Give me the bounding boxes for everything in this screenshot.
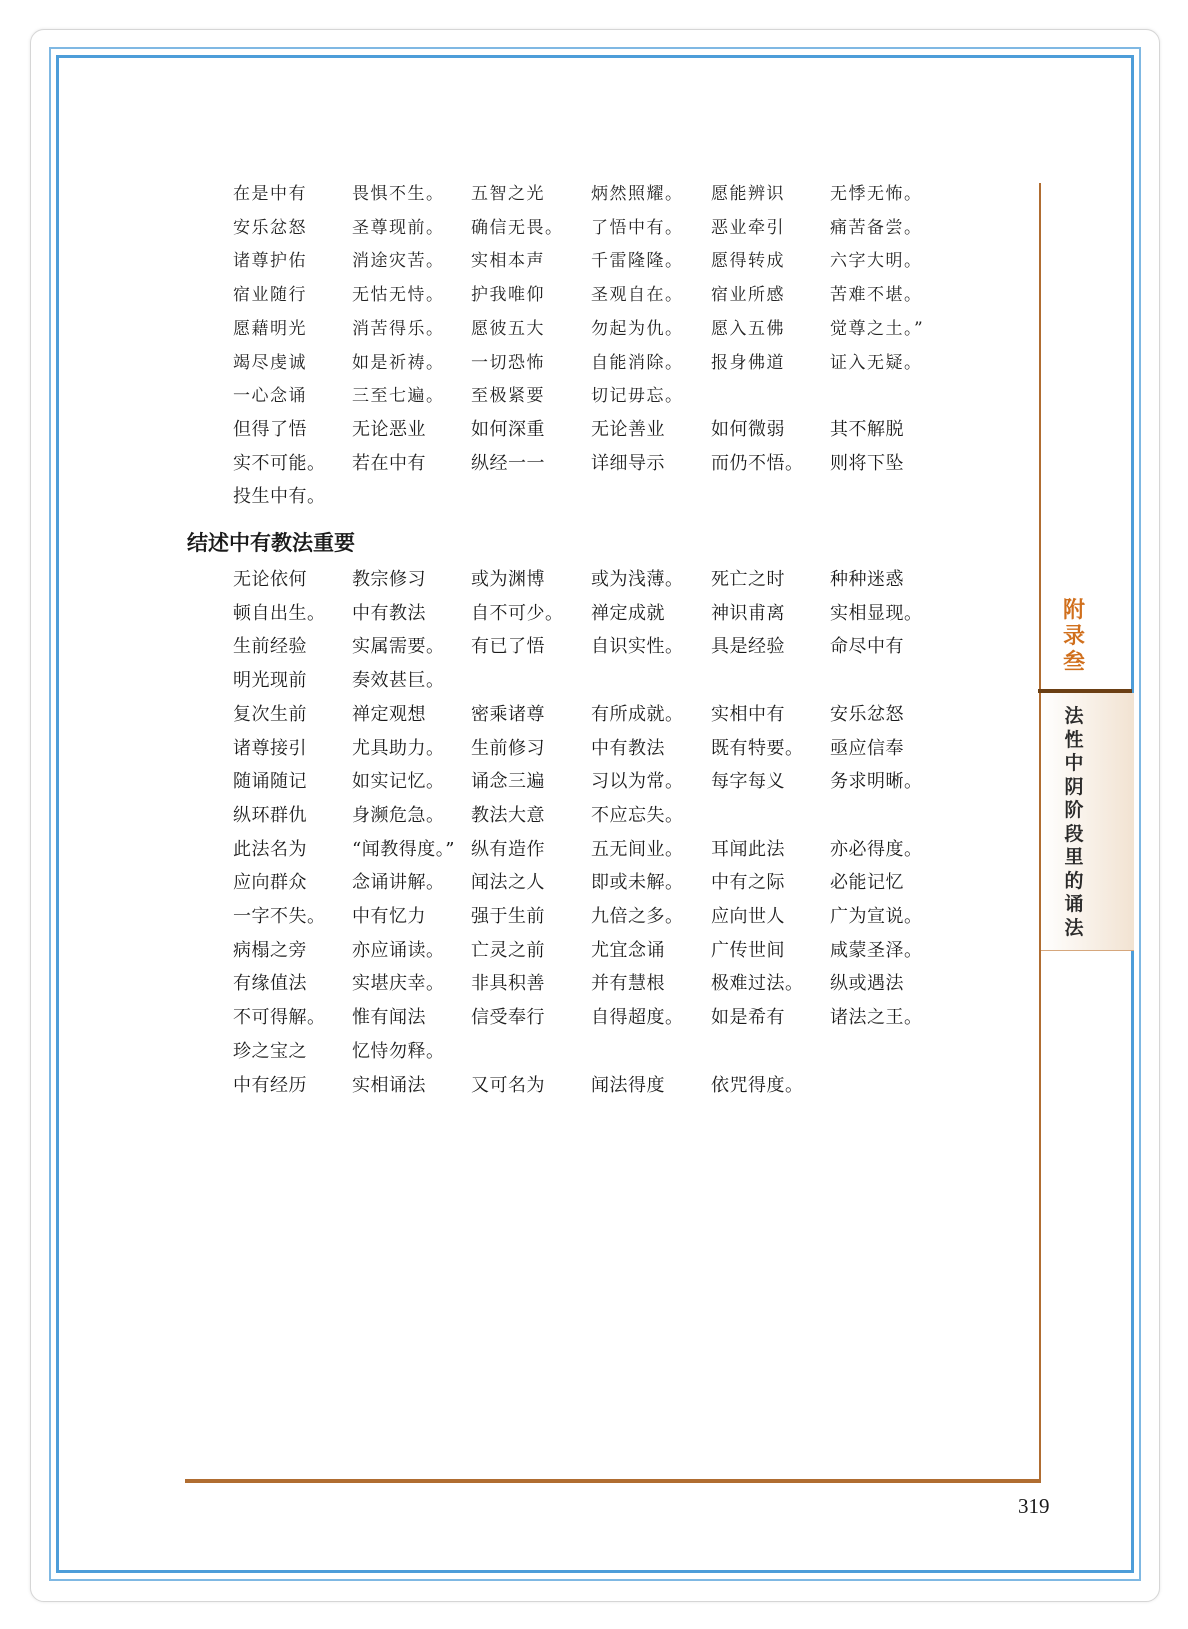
tab-character: 附: [1062, 598, 1085, 623]
text-phrase: 自能消除。: [591, 352, 684, 373]
text-phrase: 实相诵法: [352, 1074, 426, 1096]
text-phrase: 中有经历: [233, 1074, 307, 1096]
text-phrase: 如是希有: [711, 1007, 785, 1029]
text-phrase: 纵环群仇: [233, 804, 307, 826]
text-phrase: 实相中有: [711, 703, 785, 725]
text-phrase: 投生中有。: [233, 486, 326, 508]
text-phrase: 教法大意: [471, 804, 545, 826]
text-phrase: 忆恃勿释。: [352, 1040, 445, 1062]
text-phrase: 炳然照耀。: [591, 184, 684, 204]
text-phrase: 竭尽虔诚: [233, 352, 307, 373]
text-phrase: 务求明晰。: [830, 771, 923, 793]
page-number: 319: [1018, 1494, 1050, 1518]
text-phrase: 中有忆力: [352, 906, 426, 927]
text-phrase: 具是经验: [711, 636, 785, 658]
text-phrase: 一字不失。: [233, 906, 326, 927]
text-phrase: 惟有闻法: [352, 1007, 426, 1029]
text-phrase: 则将下坠: [830, 452, 904, 474]
text-phrase: 详细导示: [591, 452, 665, 474]
text-phrase: 或为渊博: [471, 569, 545, 590]
chapter-tab-background: [1041, 693, 1134, 951]
text-phrase: 纵有造作: [471, 838, 545, 860]
text-phrase: 神识甫离: [711, 602, 785, 624]
text-phrase: 有所成就。: [591, 703, 684, 725]
text-phrase: 每字每义: [711, 771, 785, 793]
text-phrase: 并有慧根: [591, 973, 665, 995]
tab-character: 中: [1064, 752, 1084, 774]
text-phrase: 即或未解。: [591, 872, 684, 894]
text-phrase: 依咒得度。: [711, 1074, 804, 1096]
text-phrase: 复次生前: [233, 703, 307, 725]
bottom-rule: [185, 1479, 1040, 1483]
text-phrase: 中有教法: [352, 602, 426, 624]
text-phrase: 无论依何: [233, 569, 307, 590]
text-phrase: “闻教得度。”: [352, 838, 455, 860]
text-phrase: 至极紧要: [471, 386, 545, 407]
text-phrase: 此法名为: [233, 838, 307, 860]
text-phrase: 圣尊现前。: [352, 217, 445, 238]
text-phrase: 身濒危急。: [352, 804, 445, 826]
tab-character: 叁: [1062, 650, 1085, 675]
text-phrase: 无怙无恃。: [352, 285, 445, 306]
text-phrase: 护我唯仰: [471, 285, 545, 306]
text-phrase: 如是祈祷。: [352, 352, 445, 373]
text-phrase: 觉尊之土。”: [830, 318, 925, 339]
text-phrase: 尤具助力。: [352, 737, 445, 759]
text-phrase: 不应忘失。: [591, 804, 684, 826]
text-phrase: 诵念三遍: [471, 771, 545, 793]
section-heading: 结述中有教法重要: [187, 531, 355, 555]
tab-character: 阴: [1064, 775, 1084, 798]
text-phrase: 习以为常。: [591, 771, 684, 793]
text-phrase: 死亡之时: [711, 569, 785, 590]
text-phrase: 实堪庆幸。: [352, 973, 445, 995]
text-phrase: 证入无疑。: [830, 352, 923, 373]
text-phrase: 五无间业。: [591, 838, 684, 860]
text-phrase: 明光现前: [233, 670, 307, 692]
text-phrase: 病榻之旁: [233, 939, 307, 961]
text-phrase: 恶业牵引: [711, 217, 785, 238]
text-phrase: 奏效甚巨。: [352, 670, 445, 692]
text-phrase: 如何微弱: [711, 419, 785, 440]
text-phrase: 而仍不悟。: [711, 452, 804, 474]
text-phrase: 消苦得乐。: [352, 318, 445, 339]
text-phrase: 诸尊护佑: [233, 251, 307, 272]
text-phrase: 报身佛道: [711, 352, 785, 373]
text-phrase: 愿入五佛: [711, 318, 785, 339]
text-phrase: 纵或遇法: [830, 973, 904, 995]
text-phrase: 痛苦备尝。: [830, 217, 923, 238]
text-phrase: 圣观自在。: [591, 285, 684, 306]
text-phrase: 闻法之人: [471, 872, 545, 894]
chapter-title-vertical: [1062, 705, 1086, 940]
appendix-label: [1062, 598, 1086, 676]
tab-character: 法: [1064, 705, 1084, 727]
text-phrase: 有缘值法: [233, 973, 307, 995]
text-phrase: 随诵随记: [233, 771, 307, 793]
text-phrase: 生前修习: [471, 737, 545, 759]
text-phrase: 闻法得度: [591, 1074, 665, 1096]
text-phrase: 自识实性。: [591, 636, 684, 658]
text-phrase: 或为浅薄。: [591, 569, 684, 590]
tab-character: 性: [1064, 728, 1084, 751]
text-phrase: 又可名为: [471, 1074, 545, 1096]
text-phrase: 诸尊接引: [233, 737, 307, 759]
text-phrase: 若在中有: [352, 452, 426, 474]
text-phrase: 珍之宝之: [233, 1040, 307, 1062]
text-phrase: 无论善业: [591, 419, 665, 440]
tab-character: 录: [1062, 624, 1085, 649]
text-phrase: 教宗修习: [352, 569, 426, 590]
text-phrase: 宿业所感: [711, 285, 785, 306]
text-phrase: 宿业随行: [233, 285, 307, 306]
text-phrase: 愿得转成: [711, 251, 785, 272]
tab-character: 法: [1064, 916, 1084, 939]
text-phrase: 自不可少。: [471, 602, 564, 624]
text-phrase: 必能记忆: [830, 872, 904, 894]
text-phrase: 如实记忆。: [352, 771, 445, 793]
text-phrase: 中有教法: [591, 737, 665, 759]
text-phrase: 应向群众: [233, 872, 307, 894]
text-phrase: 种种迷惑: [830, 569, 904, 590]
text-phrase: 非具积善: [471, 973, 545, 995]
text-phrase: 强于生前: [471, 906, 545, 927]
text-phrase: 亦应诵读。: [352, 939, 445, 961]
text-phrase: 尤宜念诵: [591, 939, 665, 961]
text-phrase: 禅定成就: [591, 602, 665, 624]
text-phrase: 安乐忿怒: [830, 703, 904, 725]
text-phrase: 密乘诸尊: [471, 703, 545, 725]
text-phrase: 其不解脱: [830, 419, 904, 440]
text-phrase: 了悟中有。: [591, 217, 684, 238]
text-phrase: 顿自出生。: [233, 602, 326, 624]
text-phrase: 应向世人: [711, 906, 785, 927]
text-phrase: 有已了悟: [471, 636, 545, 658]
text-phrase: 确信无畏。: [471, 217, 564, 238]
text-phrase: 畏惧不生。: [352, 184, 445, 204]
text-phrase: 极难过法。: [711, 973, 804, 995]
text-phrase: 既有特要。: [711, 737, 804, 759]
text-phrase: 六字大明。: [830, 251, 923, 272]
text-phrase: 中有之际: [711, 872, 785, 894]
text-phrase: 禅定观想: [352, 703, 426, 725]
text-phrase: 无悸无怖。: [830, 184, 923, 204]
text-phrase: 苦难不堪。: [830, 285, 923, 306]
text-phrase: 愿能辨识: [711, 184, 785, 204]
tab-character: 诵: [1064, 893, 1084, 915]
text-phrase: 但得了悟: [233, 419, 307, 440]
text-phrase: 愿藉明光: [233, 318, 307, 339]
text-phrase: 九倍之多。: [591, 906, 684, 927]
text-phrase: 诸法之王。: [830, 1007, 923, 1029]
text-phrase: 切记毋忘。: [591, 386, 684, 407]
text-phrase: 勿起为仇。: [591, 318, 684, 339]
text-phrase: 安乐忿怒: [233, 217, 307, 238]
text-phrase: 自得超度。: [591, 1007, 684, 1029]
text-phrase: 命尽中有: [830, 636, 904, 658]
text-phrase: 如何深重: [471, 419, 545, 440]
tab-character: 的: [1064, 869, 1084, 892]
text-phrase: 一心念诵: [233, 386, 307, 407]
text-phrase: 广为宣说。: [830, 906, 923, 927]
tab-character: 段: [1064, 822, 1084, 845]
tab-character: 里: [1064, 846, 1084, 868]
text-phrase: 不可得解。: [233, 1007, 326, 1029]
text-phrase: 咸蒙圣泽。: [830, 939, 923, 961]
text-phrase: 亟应信奉: [830, 737, 904, 759]
text-phrase: 耳闻此法: [711, 838, 785, 860]
text-phrase: 亡灵之前: [471, 939, 545, 961]
text-phrase: 三至七遍。: [352, 386, 445, 407]
tab-character: 阶: [1064, 799, 1084, 821]
text-phrase: 愿彼五大: [471, 318, 545, 339]
text-phrase: 实相本声: [471, 251, 545, 272]
text-phrase: 信受奉行: [471, 1007, 545, 1029]
text-phrase: 无论恶业: [352, 419, 426, 440]
text-phrase: 生前经验: [233, 636, 307, 658]
text-phrase: 实不可能。: [233, 452, 326, 474]
text-phrase: 实属需要。: [352, 636, 445, 658]
text-phrase: 念诵讲解。: [352, 872, 445, 894]
text-phrase: 广传世间: [711, 939, 785, 961]
text-phrase: 实相显现。: [830, 602, 923, 624]
text-phrase: 纵经一一: [471, 452, 545, 474]
text-phrase: 消途灾苦。: [352, 251, 445, 272]
text-phrase: 在是中有: [233, 184, 307, 204]
text-phrase: 一切恐怖: [471, 352, 545, 373]
text-phrase: 亦必得度。: [830, 838, 923, 860]
text-phrase: 千雷隆隆。: [591, 251, 684, 272]
text-phrase: 五智之光: [471, 184, 545, 204]
